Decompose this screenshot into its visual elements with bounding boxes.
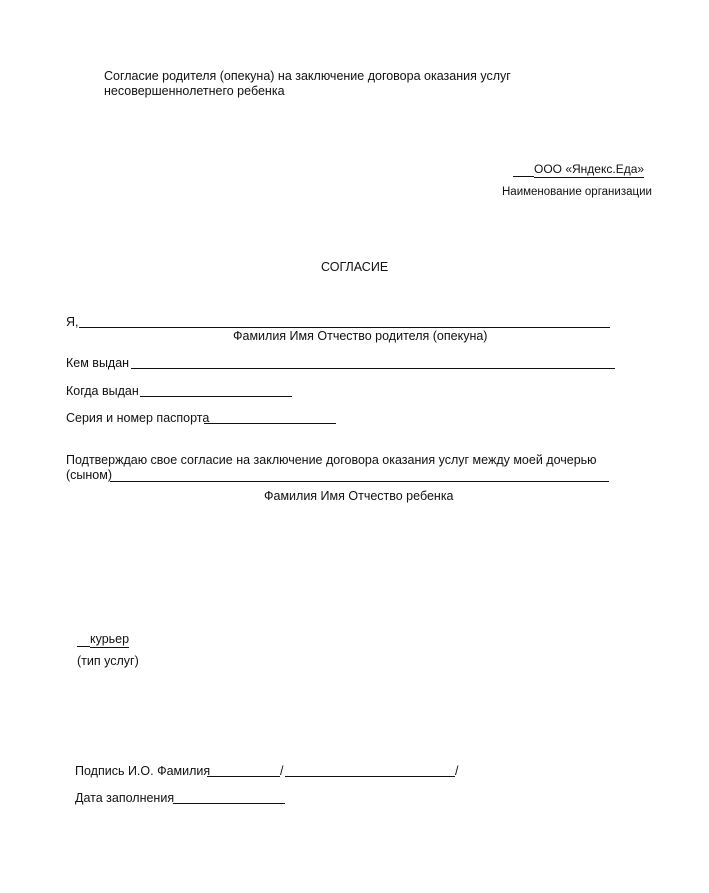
organization-name: ООО «Яндекс.Еда» (534, 162, 645, 176)
signature-name-line[interactable] (285, 776, 455, 777)
document-title-line-2: несовершеннолетнего ребенка (104, 84, 285, 98)
consent-text-line-2: (сыном) (66, 468, 113, 482)
parent-name-line[interactable] (79, 327, 610, 328)
issued-by-label: Кем выдан (66, 356, 130, 370)
signature-end-slash: / (455, 764, 459, 778)
service-underline-lead (77, 646, 90, 647)
child-name-line[interactable] (110, 481, 609, 482)
passport-line[interactable] (204, 423, 336, 424)
signature-separator: / (280, 764, 284, 778)
passport-label: Серия и номер паспорта (66, 411, 210, 425)
date-filled-label: Дата заполнения (75, 791, 175, 805)
organization-caption: Наименование организации (502, 186, 652, 198)
consent-text-line-1: Подтверждаю свое согласие на заключение договора оказания услуг между моей дочерью (66, 453, 597, 467)
parent-name-caption: Фамилия Имя Отчество родителя (опекуна) (233, 329, 488, 343)
issued-date-line[interactable] (140, 396, 292, 397)
document-title-line-1: Согласие родителя (опекуна) на заключение договора оказания услуг (104, 69, 511, 83)
i-label: Я, (66, 315, 79, 329)
date-filled-line[interactable] (173, 803, 285, 804)
issued-date-label: Когда выдан (66, 384, 139, 398)
organization-underline-lead (513, 176, 534, 177)
child-name-caption: Фамилия Имя Отчество ребенка (264, 489, 454, 503)
service-type-value: курьер (90, 632, 130, 646)
consent-heading: СОГЛАСИЕ (321, 260, 389, 274)
signature-label: Подпись И.О. Фамилия (75, 764, 211, 778)
signature-line[interactable] (207, 776, 280, 777)
service-type-caption: (тип услуг) (77, 654, 139, 668)
issued-by-line[interactable] (131, 368, 615, 369)
